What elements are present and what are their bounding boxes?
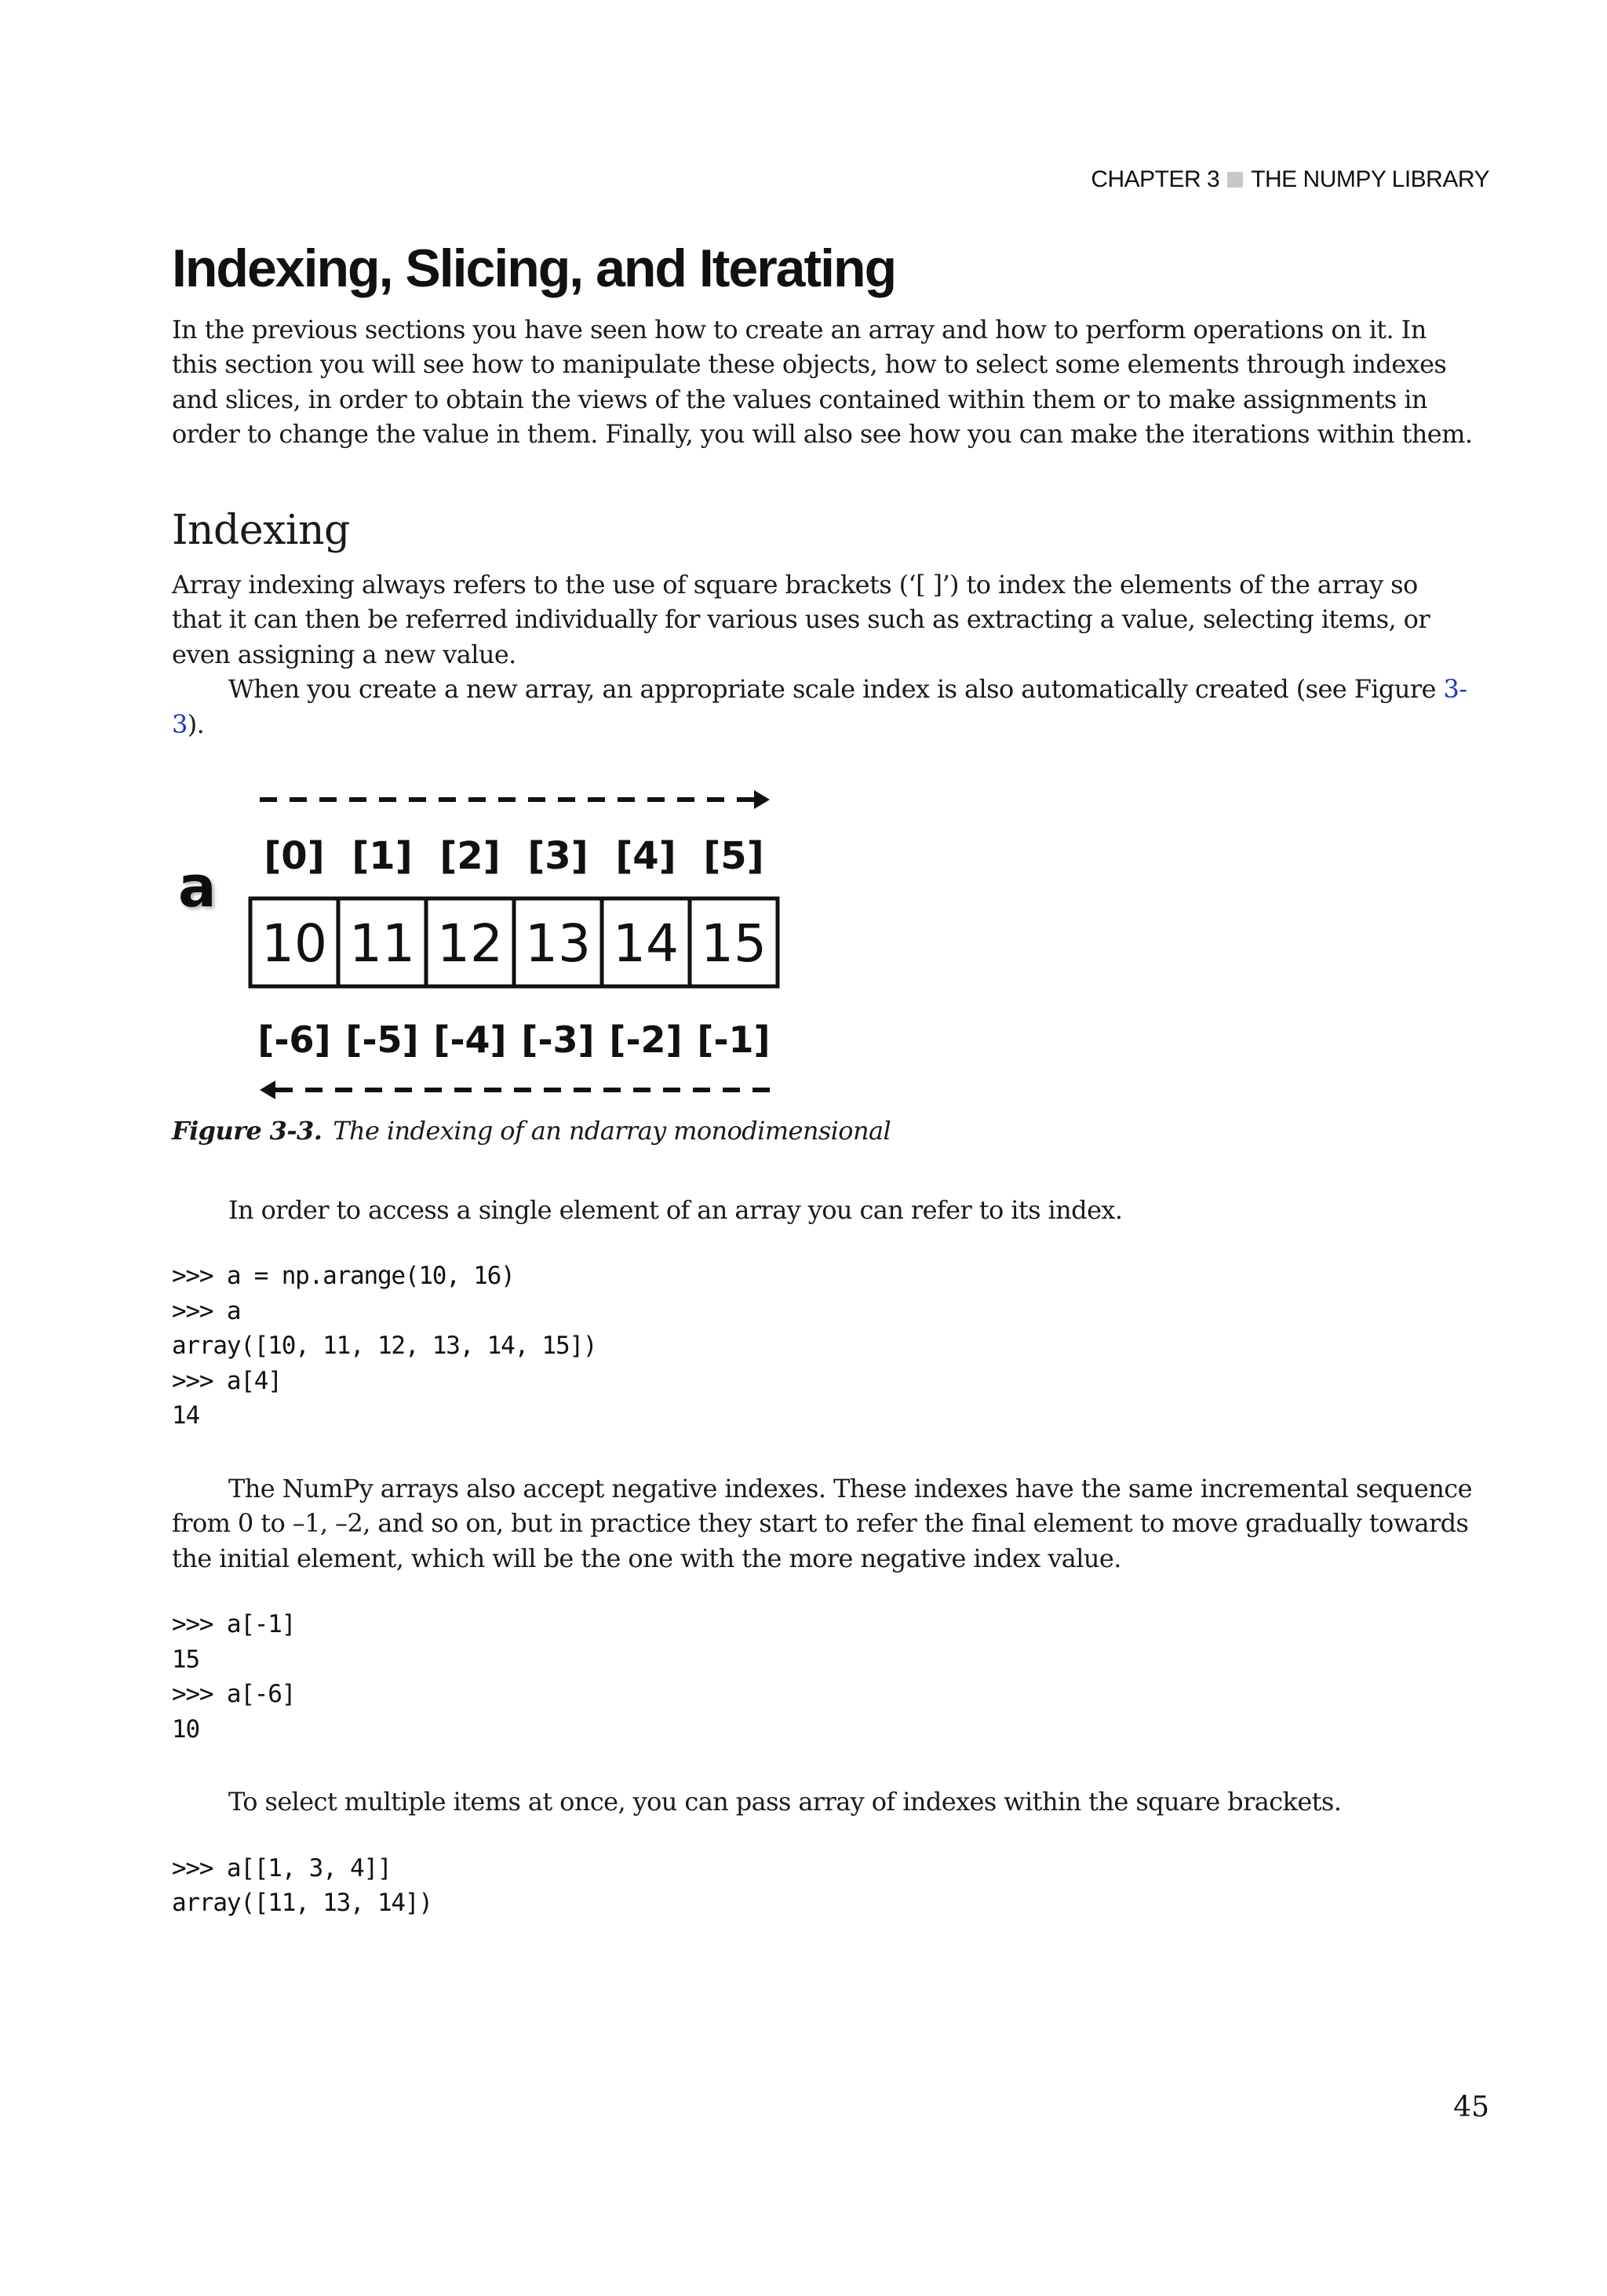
figure-caption-text: The indexing of an ndarray monodimensional (333, 1116, 891, 1146)
negative-index-label: [-5] (345, 1019, 419, 1062)
negative-index-label: [-4] (433, 1019, 507, 1062)
negative-index-label: [-2] (609, 1019, 683, 1062)
code-block-arange: >>> a = np.arange(10, 16) >>> a array([10, 11, 12, 13, 14, 15]) >>> a[4] 14 (172, 1262, 597, 1430)
arrow-left-icon (260, 1081, 275, 1099)
subsection-title: Indexing (172, 506, 350, 554)
page-number: 45 (1453, 2091, 1489, 2123)
arrow-right-icon (754, 790, 770, 809)
positive-index-label: [4] (615, 834, 676, 879)
positive-index-label: [0] (264, 834, 325, 879)
negative-index-label: [-1] (697, 1019, 771, 1062)
array-cell-value: 11 (349, 913, 415, 975)
multiple-items-paragraph: To select multiple items at once, you can pass array of indexes within the square brackets. (228, 1787, 1342, 1817)
positive-index-label: [2] (439, 834, 501, 879)
running-head (1091, 166, 1489, 193)
code-block-fancy-index: >>> a[[1, 3, 4]] array([11, 13, 14]) (172, 1853, 432, 1918)
figure-ref-text-before: When you create a new array, an appropriate scale index is also automatically created (see Figure (228, 674, 1444, 705)
array-name-label: a (178, 854, 217, 920)
page-content (172, 239, 1474, 1959)
indexing-paragraph: Array indexing always refers to the use of square brackets (‘[ ]’) to index the elements of the array so that it can then be referred individually for various uses such as extracting a value, selecting items, or even assigning a new value. (172, 569, 1430, 669)
separator-square-icon (1227, 172, 1243, 188)
section-intro: In the previous sections you have seen how to create an array and how to perform operations on it. In this section you will see how to manipulate these objects, how to select some elements through indexes and slices, in order to obtain the views of the values contained within them or to make assignments in order to change the value in them. Finally, you will also see how you can make the iterations within them. (172, 314, 1473, 450)
array-cell-value: 14 (613, 913, 679, 975)
array-cell-value: 13 (525, 913, 591, 975)
positive-index-label: [3] (527, 834, 589, 879)
negative-index-label: [-3] (521, 1019, 595, 1062)
array-cell-value: 15 (701, 913, 767, 975)
code-block-negative: >>> a[-1] 15 >>> a[-6] 10 (172, 1610, 296, 1744)
positive-index-label: [5] (703, 834, 764, 879)
figure-caption-label: Figure 3-3. (172, 1116, 322, 1146)
chapter-label: CHAPTER 3 (1091, 166, 1220, 192)
positive-index-label: [1] (352, 834, 413, 879)
figure-caption (172, 1113, 1474, 1149)
figure-ref-text-after: ). (187, 709, 205, 739)
array-index-diagram (172, 773, 800, 1110)
figure-3-3 (172, 773, 800, 1110)
negative-indexes-paragraph: The NumPy arrays also accept negative indexes. These indexes have the same incremental sequence from 0 to –1, –2, and so on, but in practice they start to refer the final element to move gradually towards the initial element, which will be the one with the more negative index value. (172, 1473, 1472, 1573)
single-element-paragraph: In order to access a single element of an array you can refer to its index. (228, 1194, 1123, 1225)
figure-reference-paragraph (172, 672, 1474, 742)
figure-3-3-link[interactable]: 3-3 (172, 674, 1467, 739)
array-cell-value: 10 (261, 913, 327, 975)
section-title: Indexing, Slicing, and Iterating (172, 239, 896, 298)
array-cell-value: 12 (437, 913, 503, 975)
negative-index-label: [-6] (257, 1019, 331, 1062)
book-title: THE NUMPY LIBRARY (1251, 166, 1489, 192)
